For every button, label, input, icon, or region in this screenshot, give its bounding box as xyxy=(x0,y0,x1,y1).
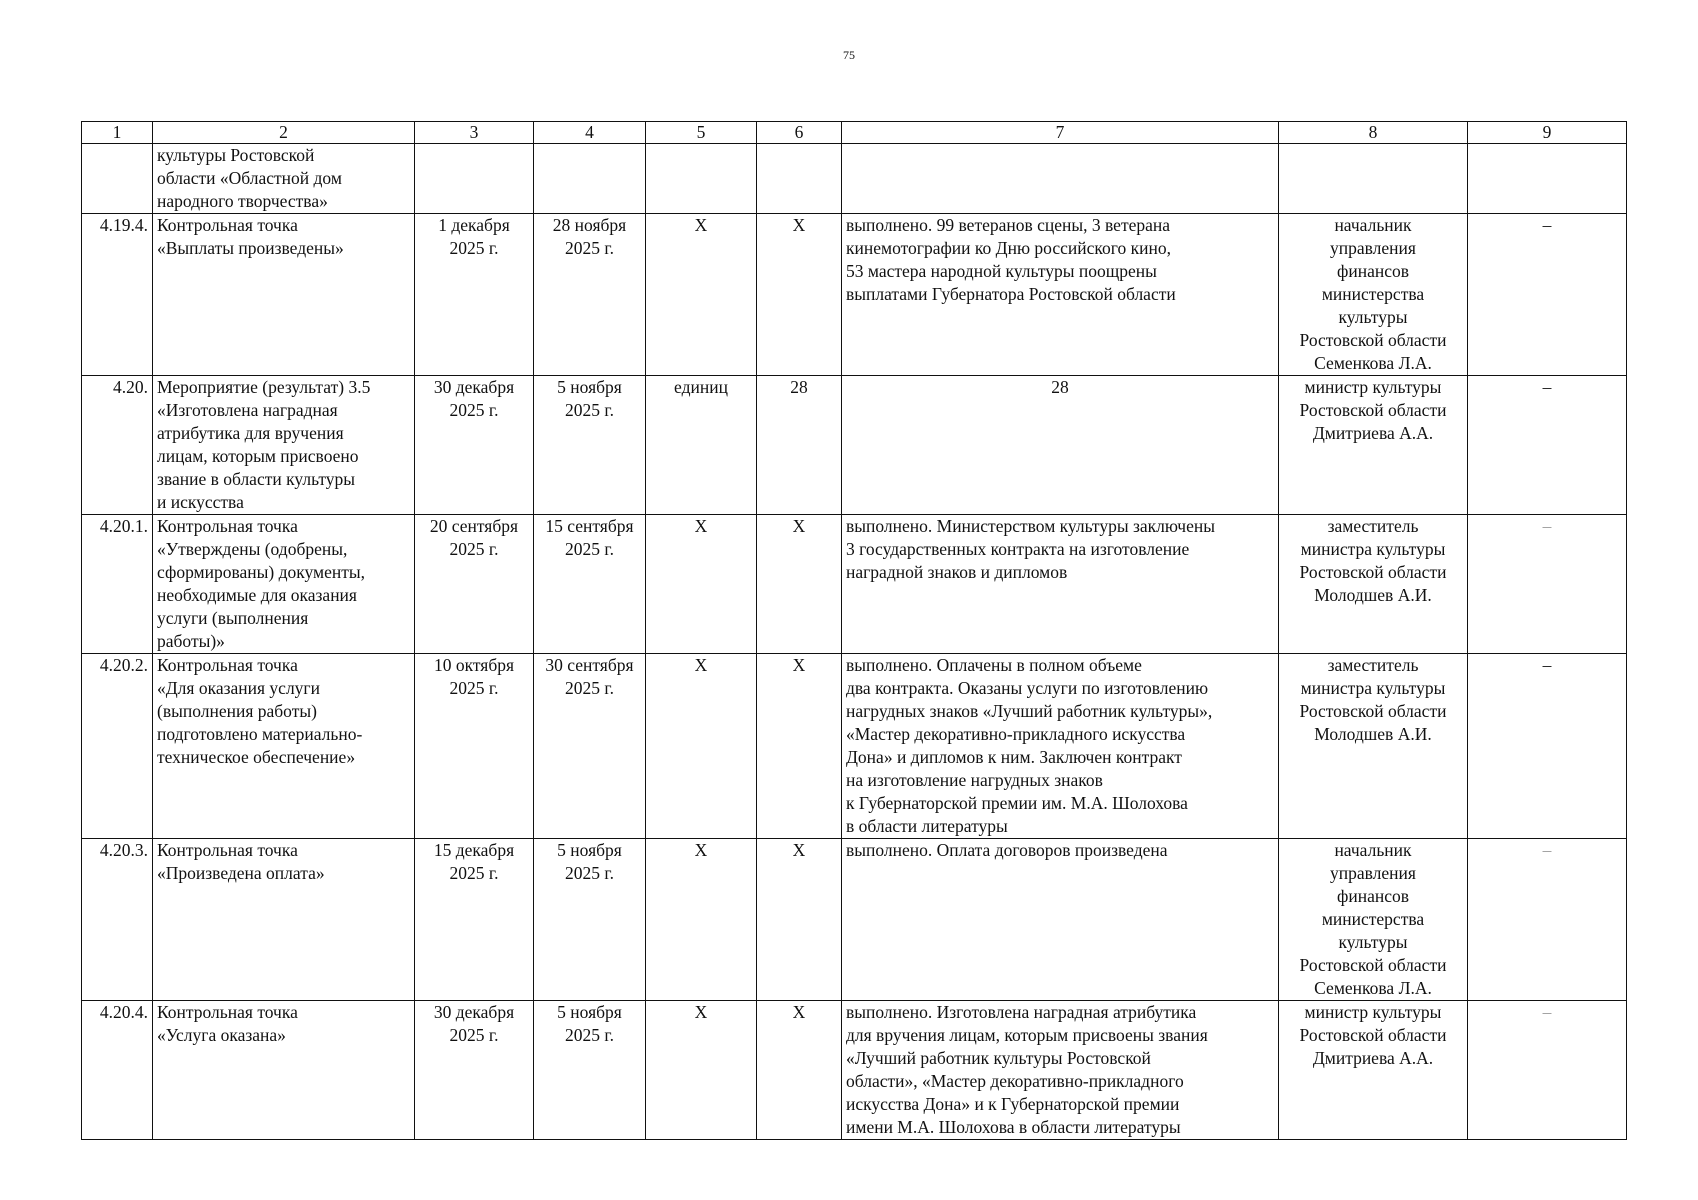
plan-date-cell: 20 сентября 2025 г. xyxy=(415,515,534,654)
column-number-header: 7 xyxy=(842,122,1279,144)
result-cell: выполнено. Изготовлена наградная атрибутика для вручения лицам, которым присвоены звания «Лучший работник культуры Ростовской области», «Мастер декоративно-прикладного искусства Дона» и к Губернаторской премии имени М.А. Шолохова в области литературы xyxy=(842,1001,1279,1140)
plan-value-cell: Х xyxy=(757,1001,842,1140)
responsible-cell: министр культуры Ростовской области Дмитриева А.А. xyxy=(1279,1001,1468,1140)
table-row xyxy=(82,214,1627,376)
result-cell: выполнено. Оплата договоров произведена xyxy=(842,839,1279,1001)
unit-cell: единиц xyxy=(646,376,757,515)
page-number: 75 xyxy=(843,48,855,62)
item-number-cell: 4.20. xyxy=(82,376,153,515)
unit-cell: Х xyxy=(646,839,757,1001)
column-number-header: 6 xyxy=(757,122,842,144)
unit-cell: Х xyxy=(646,214,757,376)
plan-date-cell: 1 декабря 2025 г. xyxy=(415,214,534,376)
column-number-header: 3 xyxy=(415,122,534,144)
note-cell: – xyxy=(1468,654,1627,839)
table-row xyxy=(82,839,1627,1001)
plan-value-cell: Х xyxy=(757,214,842,376)
item-name-cell: Контрольная точка «Для оказания услуги (выполнения работы) подготовлено материально- техническое обеспечение» xyxy=(153,654,415,839)
plan-value-cell: Х xyxy=(757,839,842,1001)
item-name-cell: культуры Ростовской области «Областной дом народного творчества» xyxy=(153,144,415,214)
fact-date-cell: 15 сентября 2025 г. xyxy=(534,515,646,654)
responsible-cell: заместитель министра культуры Ростовской области Молодшев А.И. xyxy=(1279,515,1468,654)
item-number-cell: 4.19.4. xyxy=(82,214,153,376)
plan-value-cell xyxy=(757,144,842,214)
report-table xyxy=(81,121,1627,1140)
column-number-header: 2 xyxy=(153,122,415,144)
result-cell: 28 xyxy=(842,376,1279,515)
table-row xyxy=(82,515,1627,654)
table-row xyxy=(82,1001,1627,1140)
item-number-cell: 4.20.3. xyxy=(82,839,153,1001)
unit-cell: Х xyxy=(646,515,757,654)
table-row xyxy=(82,654,1627,839)
column-number-row xyxy=(82,122,1627,144)
item-name-cell: Мероприятие (результат) 3.5 «Изготовлена наградная атрибутика для вручения лицам, которым присвоено звание в области культуры и искусства xyxy=(153,376,415,515)
plan-value-cell: Х xyxy=(757,515,842,654)
fact-date-cell: 5 ноября 2025 г. xyxy=(534,376,646,515)
fact-date-cell: 5 ноября 2025 г. xyxy=(534,1001,646,1140)
plan-date-cell: 10 октября 2025 г. xyxy=(415,654,534,839)
item-name-cell: Контрольная точка «Произведена оплата» xyxy=(153,839,415,1001)
column-number-header: 8 xyxy=(1279,122,1468,144)
plan-date-cell xyxy=(415,144,534,214)
unit-cell: Х xyxy=(646,654,757,839)
note-cell: – xyxy=(1468,839,1627,1001)
responsible-cell: заместитель министра культуры Ростовской области Молодшев А.И. xyxy=(1279,654,1468,839)
note-cell: – xyxy=(1468,515,1627,654)
fact-date-cell: 28 ноября 2025 г. xyxy=(534,214,646,376)
plan-date-cell: 30 декабря 2025 г. xyxy=(415,376,534,515)
column-number-header: 4 xyxy=(534,122,646,144)
item-number-cell: 4.20.1. xyxy=(82,515,153,654)
fact-date-cell: 5 ноября 2025 г. xyxy=(534,839,646,1001)
note-cell: – xyxy=(1468,376,1627,515)
column-number-header: 1 xyxy=(82,122,153,144)
result-cell: выполнено. Оплачены в полном объеме два контракта. Оказаны услуги по изготовлению нагрудных знаков «Лучший работник культуры», «Мастер декоративно-прикладного искусства Дона» и дипломов к ним. Заключен контракт на изготовление нагрудных знаков к Губернаторской премии им. М.А. Шолохова в области литературы xyxy=(842,654,1279,839)
responsible-cell xyxy=(1279,144,1468,214)
result-cell: выполнено. 99 ветеранов сцены, 3 ветерана кинемотографии ко Дню российского кино, 53 мастера народной культуры поощрены выплатами Губернатора Ростовской области xyxy=(842,214,1279,376)
column-number-header: 5 xyxy=(646,122,757,144)
result-cell: выполнено. Министерством культуры заключены 3 государственных контракта на изготовление наградной знаков и дипломов xyxy=(842,515,1279,654)
unit-cell: Х xyxy=(646,1001,757,1140)
note-cell: – xyxy=(1468,1001,1627,1140)
item-number-cell: 4.20.2. xyxy=(82,654,153,839)
table-row xyxy=(82,376,1627,515)
plan-value-cell: 28 xyxy=(757,376,842,515)
plan-value-cell: Х xyxy=(757,654,842,839)
table-row xyxy=(82,144,1627,214)
item-name-cell: Контрольная точка «Утверждены (одобрены, сформированы) документы, необходимые для оказания услуги (выполнения работы)» xyxy=(153,515,415,654)
unit-cell xyxy=(646,144,757,214)
item-name-cell: Контрольная точка «Выплаты произведены» xyxy=(153,214,415,376)
result-cell xyxy=(842,144,1279,214)
item-number-cell xyxy=(82,144,153,214)
fact-date-cell xyxy=(534,144,646,214)
note-cell: – xyxy=(1468,214,1627,376)
column-number-header: 9 xyxy=(1468,122,1627,144)
responsible-cell: министр культуры Ростовской области Дмитриева А.А. xyxy=(1279,376,1468,515)
responsible-cell: начальник управления финансов министерства культуры Ростовской области Семенкова Л.А. xyxy=(1279,839,1468,1001)
plan-date-cell: 30 декабря 2025 г. xyxy=(415,1001,534,1140)
fact-date-cell: 30 сентября 2025 г. xyxy=(534,654,646,839)
responsible-cell: начальник управления финансов министерства культуры Ростовской области Семенкова Л.А. xyxy=(1279,214,1468,376)
item-name-cell: Контрольная точка «Услуга оказана» xyxy=(153,1001,415,1140)
plan-date-cell: 15 декабря 2025 г. xyxy=(415,839,534,1001)
item-number-cell: 4.20.4. xyxy=(82,1001,153,1140)
note-cell xyxy=(1468,144,1627,214)
